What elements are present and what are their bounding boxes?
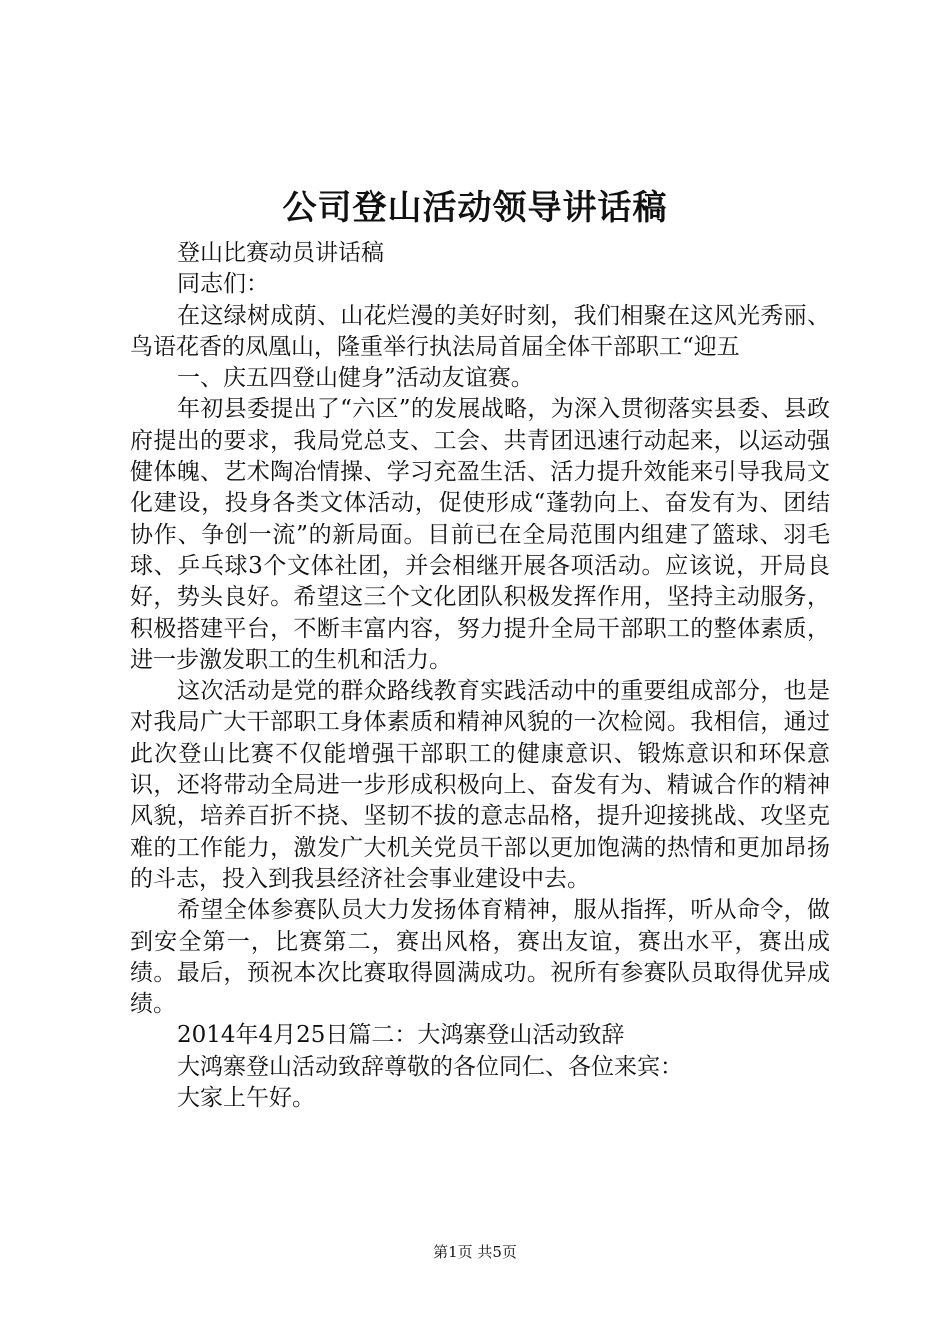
paragraph: 这次活动是党的群众路线教育实践活动中的重要组成部分，也是对我局广大干部职工身体素质和精神风貌的一次检阅。我相信，通过此次登山比赛不仅能增强干部职工的健康意识、锻炼意识和环保意识，还将带动全局进一步形成积极向上、奋发有为、精诚合作的精神风貌，培养百折不挠、坚韧不拔的意志品格，提升迎接挑战、攻坚克难的工作能力，激发广大机关党员干部以更加饱满的热情和更加昂扬的斗志，投入到我县经济社会事业建设中去。: [130, 678, 830, 892]
document-body: [130, 238, 830, 1114]
paragraph: 在这绿树成荫、山花烂漫的美好时刻，我们相聚在这风光秀丽、鸟语花香的凤凰山，隆重举行执法局首届全体干部职工“迎五: [130, 302, 830, 360]
paragraph-subtitle: 登山比赛动员讲话稿: [177, 240, 384, 266]
paragraph-salutation: 同志们：: [177, 271, 269, 298]
page-footer: 第1页 共5页: [433, 1243, 517, 1261]
paragraph: 大鸿寨登山活动致辞尊敬的各位同仁、各位来宾：: [177, 1053, 683, 1080]
paragraph-greeting: 大家上午好。: [177, 1085, 315, 1112]
paragraph: 年初县委提出了“六区”的发展战略，为深入贯彻落实县委、县政府提出的要求，我局党总支、工会、共青团迅速行动起来，以运动强健体魄、艺术陶冶情操、学习充盈生活、活力提升效能来引导我局文化建设，投身各类文体活动，促使形成“蓬勃向上、奋发有为、团结协作、争创一流”的新局面。目前已在全局范围内组建了篮球、羽毛球、乒乓球3个文体社团，并会相继开展各项活动。应该说，开局良好，势头良好。希望这三个文化团队积极发挥作用，坚持主动服务，积极搭建平台，不断丰富内容，努力提升全局干部职工的整体素质，进一步激发职工的生机和活力。: [130, 396, 830, 673]
paragraph-date-heading: 2014年4月25日篇二：大鸿寨登山活动致辞: [177, 1022, 625, 1049]
document-title: 公司登山活动领导讲话稿: [282, 188, 668, 228]
paragraph: 希望全体参赛队员大力发扬体育精神，服从指挥，听从命令，做到安全第一，比赛第二，赛出风格，赛出友谊，赛出水平，赛出成绩。最后，预祝本次比赛取得圆满成功。祝所有参赛队员取得优异成绩。: [130, 897, 830, 1018]
paragraph: 一、庆五四登山健身”活动友谊赛。: [177, 365, 534, 392]
